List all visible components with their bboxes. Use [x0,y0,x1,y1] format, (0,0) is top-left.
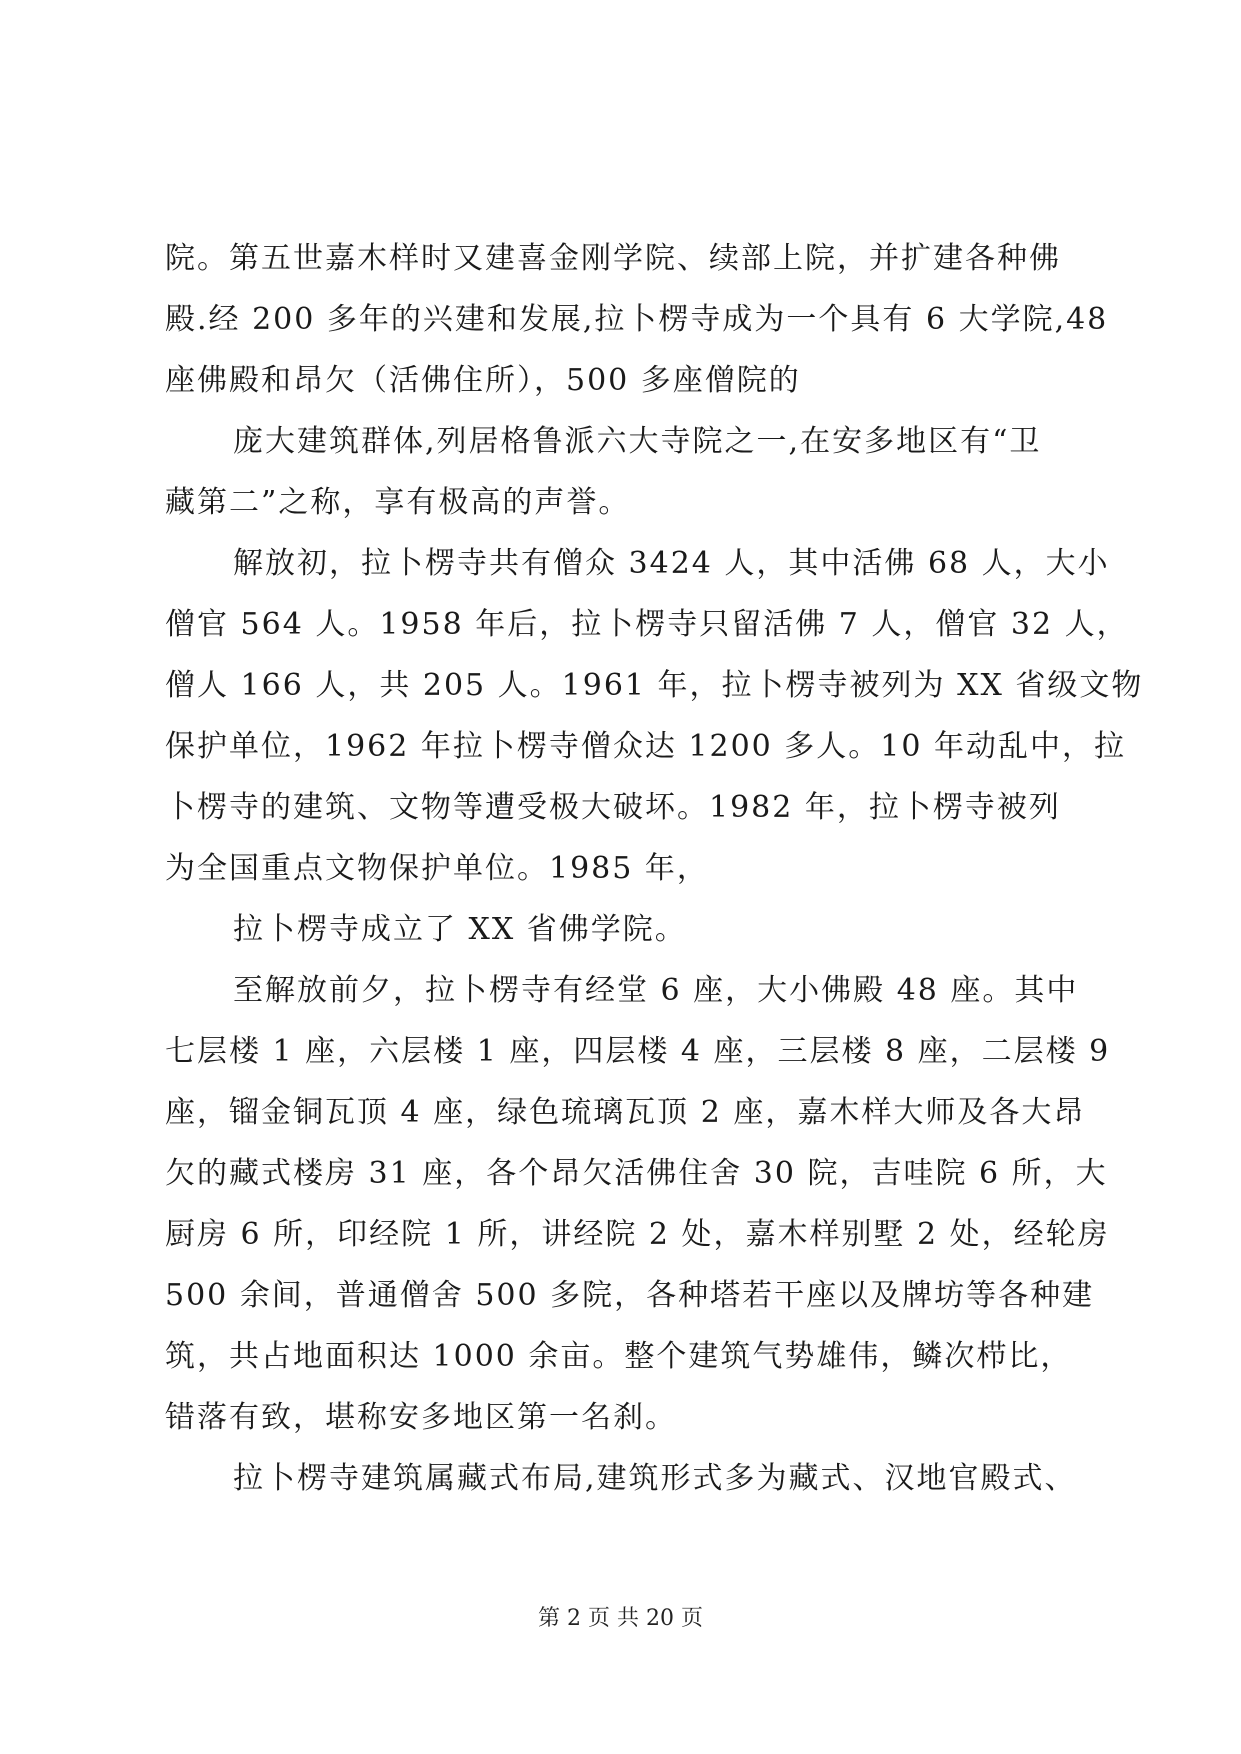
paragraph [165,899,1085,960]
body-text [165,228,1144,1509]
text-line: 解放初，拉卜楞寺共有僧众 3424 人，其中活佛 68 人，大小 [233,546,1110,581]
text-line: 座佛殿和昂欠（活佛住所），500 多座僧院的 [165,363,801,398]
text-line: 殿.经 200 多年的兴建和发展,拉卜楞寺成为一个具有 6 大学院,48 [165,302,1109,337]
text-line: 500 余间，普通僧舍 500 多院，各种塔若干座以及牌坊等各种建 [165,1278,1095,1313]
paragraph [165,960,1111,1448]
text-line: 厨房 6 所，印经院 1 所，讲经院 2 处，嘉木样别墅 2 处，经轮房 [165,1217,1110,1252]
text-line: 错落有致，堪称安多地区第一名刹。 [165,1400,677,1435]
text-line: 为全国重点文物保护单位。1985 年， [165,851,709,886]
text-line: 院。第五世嘉木样时又建喜金刚学院、续部上院，并扩建各种佛 [165,241,1061,276]
text-line: 至解放前夕，拉卜楞寺有经堂 6 座，大小佛殿 48 座。其中 [233,973,1079,1008]
text-line: 僧官 564 人。1958 年后，拉卜楞寺只留活佛 7 人，僧官 32 人， [165,607,1129,642]
paragraph [165,533,1144,899]
text-line: 七层楼 1 座，六层楼 1 座，四层楼 4 座，三层楼 8 座，二层楼 9 [165,1034,1111,1069]
text-line: 拉卜楞寺建筑属藏式布局,建筑形式多为藏式、汉地官殿式、 [233,1461,1077,1496]
text-line: 庞大建筑群体,列居格鲁派六大寺院之一,在安多地区有“卫 [233,424,1042,459]
text-line: 保护单位，1962 年拉卜楞寺僧众达 1200 多人。10 年动乱中，拉 [165,729,1127,764]
page-footer: 第 2 页 共 20 页 [538,1606,703,1631]
text-line: 筑，共占地面积达 1000 余亩。整个建筑气势雄伟，鳞次栉比， [165,1339,1073,1374]
paragraph [165,411,1085,533]
text-line: 僧人 166 人，共 205 人。1961 年，拉卜楞寺被列为 XX 省级文物 [165,668,1144,703]
paragraph [165,1448,1085,1509]
text-line: 藏第二”之称，享有极高的声誉。 [165,485,631,520]
text-line: 卜楞寺的建筑、文物等遭受极大破坏。1982 年，拉卜楞寺被列 [165,790,1061,825]
paragraph [165,228,1109,411]
text-line: 欠的藏式楼房 31 座，各个昂欠活佛住舍 30 院，吉哇院 6 所，大 [165,1156,1108,1191]
text-line: 座，镏金铜瓦顶 4 座，绿色琉璃瓦顶 2 座，嘉木样大师及各大昂 [165,1095,1086,1130]
text-line: 拉卜楞寺成立了 XX 省佛学院。 [233,912,687,947]
